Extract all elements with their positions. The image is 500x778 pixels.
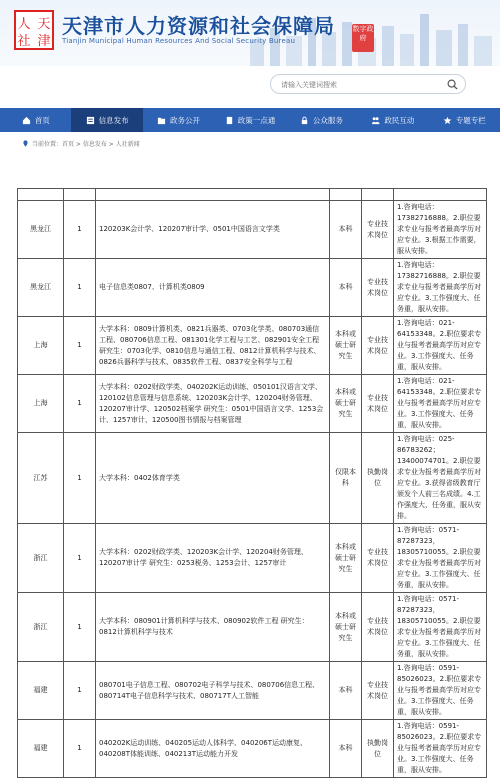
cell-province: 黑龙江 xyxy=(18,259,64,317)
breadcrumb-text[interactable]: 当前位置：首页 > 信息发布 > 人社新闻 xyxy=(32,140,140,148)
cell-type: 专业技术岗位 xyxy=(362,662,394,720)
search-icon[interactable] xyxy=(447,79,458,90)
folder-icon xyxy=(157,116,166,125)
breadcrumb xyxy=(22,137,140,149)
nav-item-info[interactable] xyxy=(71,108,142,132)
cell-type: 执勤岗位 xyxy=(362,720,394,778)
cell-major: 大学本科：080901计算机科学与技术、080902软件工程 研究生：0812计算机科学与技术 xyxy=(96,593,330,662)
nav-item-gov-affairs[interactable] xyxy=(143,108,214,132)
cell-education: 本科或硕士研究生 xyxy=(330,317,362,375)
cell-type xyxy=(362,189,394,201)
cell-major: 大学本科：0202财政学类、040202K运动训练、050101汉语言文学、120102信息管理与信息系统、120203K会计学、120204财务管理、120207审计学、120502档案学 研究生：0501中国语言文学、1253会计、1257审计、120500图书情报与档案管理 xyxy=(96,375,330,433)
cell-note: 1.咨询电话：021-64153348。2.职位要求专业与报考者最高学历对应专业。3.工作强度大、任务重，服从安排。 xyxy=(394,375,487,433)
nav-item-policy[interactable] xyxy=(214,108,285,132)
nav-item-label: 政务公开 xyxy=(170,115,201,125)
table-row xyxy=(18,593,487,662)
cell-note: 1.咨询电话：021-64153348。2.职位要求专业与报考者最高学历对应专业。3.工作强度大、任务重，服从安排。 xyxy=(394,317,487,375)
cell-type: 执勤岗位 xyxy=(362,433,394,524)
cell-note: 1.咨询电话：17382716888。2.职位要求专业与报考者最高学历对应专业。3.工作强度大、任务重，服从安排。 xyxy=(394,259,487,317)
bureau-logo xyxy=(14,10,54,50)
cell-province: 江苏 xyxy=(18,433,64,524)
cell-education: 本科 xyxy=(330,662,362,720)
nav-item-public-service[interactable] xyxy=(286,108,357,132)
table-row xyxy=(18,662,487,720)
cell-education: 本科 xyxy=(330,720,362,778)
nav-item-label: 公众服务 xyxy=(312,115,343,125)
cell-major: 040202K运动训练、040205运动人体科学、040206T运动康复、040208T体能训练、040213T运动能力开发 xyxy=(96,720,330,778)
nav-item-label: 政策一点通 xyxy=(237,115,276,125)
cell-province: 上海 xyxy=(18,317,64,375)
main-nav xyxy=(0,108,500,132)
cell-major: 电子信息类0807、计算机类0809 xyxy=(96,259,330,317)
cell-note xyxy=(394,189,487,201)
nav-item-label: 信息发布 xyxy=(98,115,129,125)
table-row xyxy=(18,317,487,375)
nav-item-label: 专题专栏 xyxy=(455,115,486,125)
svg-text:社: 社 xyxy=(17,34,31,49)
table-row xyxy=(18,720,487,778)
site-header xyxy=(0,0,500,66)
cell-note: 1.咨询电话：0591-85026023。2.职位要求专业与报考者最高学历对应专业。3.工作强度大、任务重，服从安排。 xyxy=(394,720,487,778)
cell-count: 1 xyxy=(64,433,96,524)
nav-item-topics[interactable] xyxy=(429,108,500,132)
cell-type: 专业技术岗位 xyxy=(362,593,394,662)
cell-education: 仅限本科 xyxy=(330,433,362,524)
cell-major: 大学本科：0202财政学类、120203K会计学、120204财务管理、120207审计学 研究生：0253税务、1253会计、1257审计 xyxy=(96,524,330,593)
cell-count xyxy=(64,189,96,201)
cell-major: 080701电子信息工程、080702电子科学与技术、080706信息工程、080714T电子信息科学与技术、080717T人工智能 xyxy=(96,662,330,720)
cell-count: 1 xyxy=(64,662,96,720)
nav-item-label: 首页 xyxy=(34,115,50,125)
site-subtitle: Tianjin Municipal Human Resources And Social Security Bureau xyxy=(62,37,296,45)
digital-gov-badge: 数字政府 xyxy=(352,24,374,52)
cell-type: 专业技术岗位 xyxy=(362,201,394,259)
doc-icon xyxy=(225,116,234,125)
cell-major xyxy=(96,189,330,201)
cell-province: 福建 xyxy=(18,720,64,778)
cell-education: 本科 xyxy=(330,259,362,317)
cell-type: 专业技术岗位 xyxy=(362,317,394,375)
table-row xyxy=(18,201,487,259)
cell-count: 1 xyxy=(64,375,96,433)
cell-province: 浙江 xyxy=(18,593,64,662)
nav-item-home[interactable] xyxy=(0,108,71,132)
cell-major: 大学本科：0402体育学类 xyxy=(96,433,330,524)
cell-education: 本科 xyxy=(330,201,362,259)
cell-count: 1 xyxy=(64,524,96,593)
location-icon xyxy=(22,140,29,147)
cell-province: 上海 xyxy=(18,375,64,433)
cell-province: 黑龙江 xyxy=(18,201,64,259)
home-icon xyxy=(22,116,31,125)
cell-type: 专业技术岗位 xyxy=(362,375,394,433)
table-row xyxy=(18,524,487,593)
cell-count: 1 xyxy=(64,593,96,662)
search-box[interactable] xyxy=(270,74,466,94)
search-input[interactable] xyxy=(281,78,441,91)
cell-province: 福建 xyxy=(18,662,64,720)
cell-province xyxy=(18,189,64,201)
cell-note: 1.咨询电话：0571-87287323，18305710055。2.职位要求专业为报考者最高学历对应专业。3.工作强度大、任务重，服从安排。 xyxy=(394,593,487,662)
svg-text:人: 人 xyxy=(17,17,31,32)
cell-count: 1 xyxy=(64,259,96,317)
info-icon xyxy=(86,116,95,125)
cell-note: 1.咨询电话：0591-85026023。2.职位要求专业与报考者最高学历对应专业。3.工作强度大、任务重，服从安排。 xyxy=(394,662,487,720)
cell-education: 本科或硕士研究生 xyxy=(330,593,362,662)
cell-type: 专业技术岗位 xyxy=(362,259,394,317)
cell-note: 1.咨询电话：17382716888。2.职位要求专业与报考者最高学历对应专业。3.根据工作需要，服从安排。 xyxy=(394,201,487,259)
cell-count: 1 xyxy=(64,720,96,778)
cell-major: 120203K会计学、120207审计学、0501中国语言文学类 xyxy=(96,201,330,259)
cell-count: 1 xyxy=(64,201,96,259)
svg-text:津: 津 xyxy=(37,34,51,49)
cell-education xyxy=(330,189,362,201)
cell-education: 本科或硕士研究生 xyxy=(330,375,362,433)
people-icon xyxy=(371,116,380,125)
cell-province: 浙江 xyxy=(18,524,64,593)
svg-text:天: 天 xyxy=(37,17,51,32)
cell-type: 专业技术岗位 xyxy=(362,524,394,593)
cell-note: 1.咨询电话：025-86783262；13400074701。2.职位要求专业为报考者最高学历对应专业。3.获得省级教育厅颁发个人前三名成绩。4.工作强度大、任务重，服从安排。 xyxy=(394,433,487,524)
star-icon xyxy=(443,116,452,125)
cell-education: 本科或硕士研究生 xyxy=(330,524,362,593)
table-row xyxy=(18,375,487,433)
table-row xyxy=(18,189,487,201)
site-title: 天津市人力资源和社会保障局 xyxy=(62,14,335,38)
table-row xyxy=(18,259,487,317)
lock-icon xyxy=(300,116,309,125)
cell-count: 1 xyxy=(64,317,96,375)
cell-note: 1.咨询电话：0571-87287323，18305710055。2.职位要求专业为报考者最高学历对应专业。3.工作强度大、任务重，服从安排。 xyxy=(394,524,487,593)
position-table xyxy=(17,188,486,778)
cell-major: 大学本科：0809计算机类、0821兵器类、0703化学类、080703通信工程、080706信息工程、081301化学工程与工艺、082901安全工程 研究生：0703化学、0810信息与通信工程、0812计算机科学与技术、0826兵器科学与技术、0835软件工程、0837安全科学与工程 xyxy=(96,317,330,375)
nav-item-label: 政民互动 xyxy=(384,115,415,125)
nav-item-interaction[interactable] xyxy=(357,108,428,132)
table-row xyxy=(18,433,487,524)
